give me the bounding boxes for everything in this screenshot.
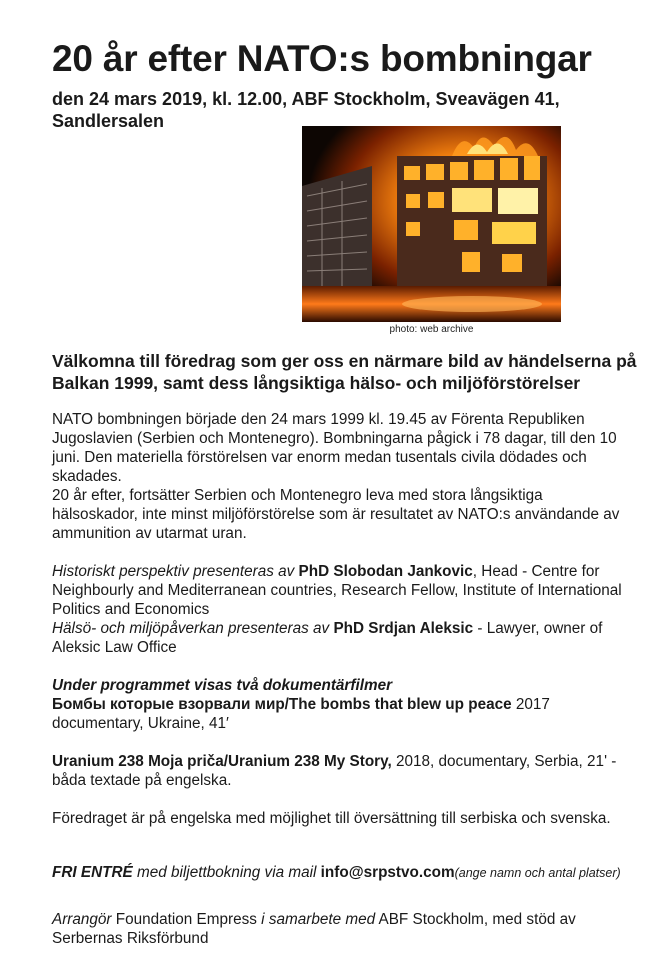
speaker-1-details: , Head - Centre for Neighbourly and Mediterranean countries, Research Fellow, Institute of International Politics and Economics (52, 563, 622, 618)
speaker-1 (52, 562, 622, 619)
film-2 (52, 752, 622, 790)
organizer-coop: i samarbete med (261, 911, 376, 928)
film-1 (52, 695, 622, 733)
organizer-rest: ABF Stockholm, med stöd av Serbernas Riksförbund (52, 911, 576, 947)
film-1-details: 2017 documentary, Ukraine, 41′ (52, 696, 550, 732)
photo-caption: photo: web archive (389, 324, 474, 335)
speaker-1-name: PhD Slobodan Jankovic (298, 563, 473, 580)
film-1-title: Бомбы которые взорвали мир/The bombs that blew up peace (52, 696, 512, 713)
admission-info (52, 863, 622, 883)
event-date-location: den 24 mars 2019, kl. 12.00, ABF Stockholm, Sveavägen 41, Sandlersalen (52, 89, 560, 131)
program-heading: Under programmet visas två dokumentärfilmer (52, 677, 393, 694)
speaker-2-details: - Lawyer, owner of Aleksic Law Office (52, 620, 603, 656)
language-note: Föredraget är på engelska med möjlighet till översättning till serbiska och svenska. (52, 810, 611, 827)
organizer-name: Foundation Empress (111, 911, 262, 928)
booking-text: med biljettbokning via mail (132, 864, 321, 881)
film-2-details: 2018, documentary, Serbia, 21' - båda textade på engelska. (52, 753, 617, 789)
speaker-2 (52, 619, 622, 657)
intro-paragraph-1: NATO bombningen började den 24 mars 1999 kl. 19.45 av Förenta Republiken Jugoslavien (Serbien och Montenegro). Bombningarna pågick i 78 dagar, till den 10 juni. Den materiella förstörelsen var enorm medan tusentals civila dödades och skadades. (52, 411, 617, 485)
booking-note: (ange namn och antal platser) (454, 866, 621, 880)
booking-email: info@srpstvo.com (320, 864, 455, 881)
film-2-title: Uranium 238 Moja priča/Uranium 238 My Story, (52, 753, 392, 770)
speaker-1-intro: Historiskt perspektiv presenteras av (52, 563, 295, 580)
burning-building-photo (302, 126, 561, 322)
lead-paragraph: Välkomna till föredrag som ger oss en närmare bild av händelserna på Balkan 1999, samt dess långsiktiga hälso- och miljöförstörelser (52, 351, 637, 393)
speaker-2-name: PhD Srdjan Aleksic (333, 620, 474, 637)
speaker-2-intro: Hälsö- och miljöpåverkan presenteras av (52, 620, 330, 637)
organizer-info (52, 910, 622, 948)
main-content (52, 410, 622, 948)
organizer-label: Arrangör (52, 911, 112, 928)
free-entry: FRI ENTRÉ (52, 864, 133, 881)
intro-paragraph-2: 20 år efter, fortsätter Serbien och Montenegro leva med stora långsiktiga hälsoskador, inte minst miljöförstörelse som är resultatet av NATO:s användande av ammunition av utarmat uran. (52, 487, 620, 542)
page-title: 20 år efter NATO:s bombningar (52, 38, 592, 79)
